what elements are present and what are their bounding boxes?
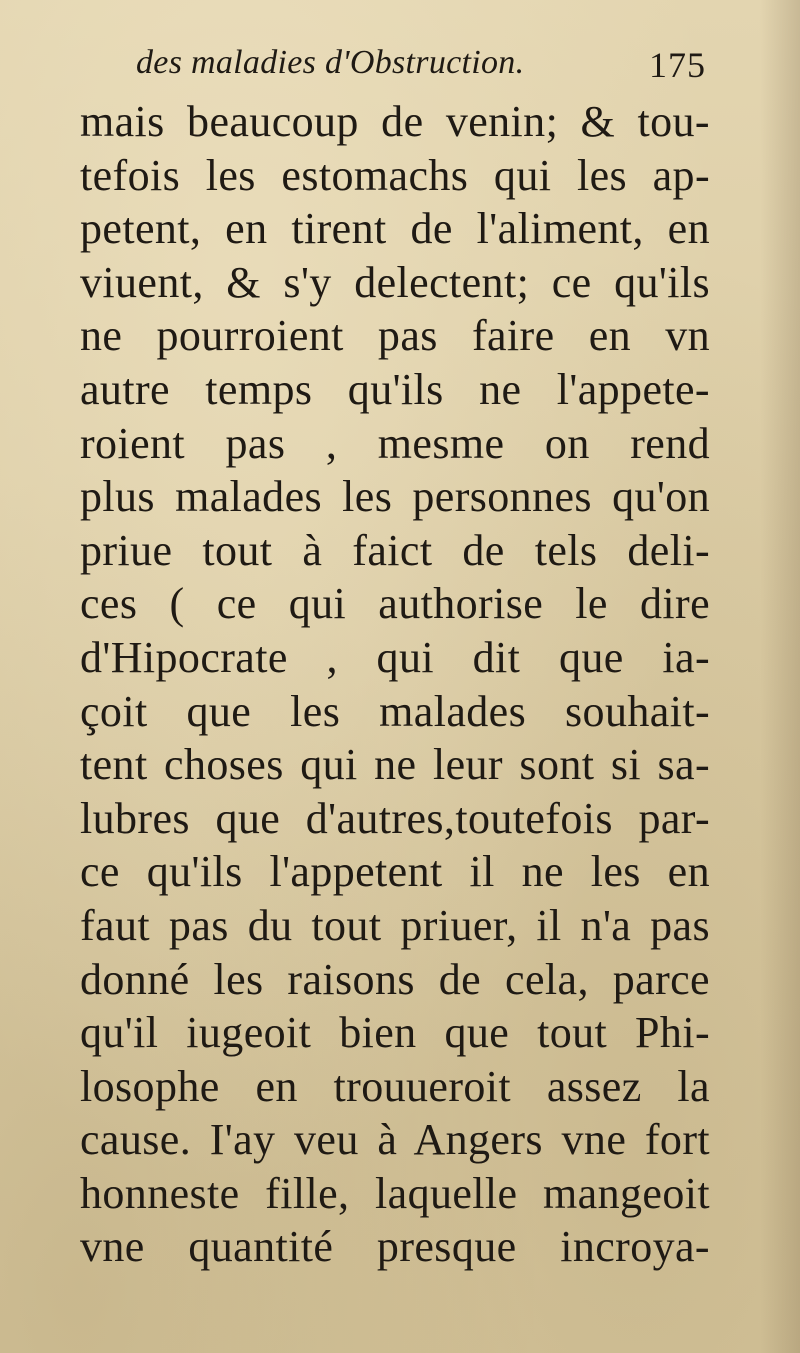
text-line: faut pas du tout priuer, il n'a pas	[80, 900, 710, 950]
text-line: tent choses qui ne leur sont si sa-	[80, 740, 710, 790]
text-line: ne pourroient pas faire en vn	[80, 311, 710, 361]
text-line: autre temps qu'ils ne l'appete-	[80, 364, 710, 414]
running-head	[136, 40, 706, 96]
running-title: des maladies d'Obstruction.	[136, 44, 525, 81]
text-line: viuent, & s'y delectent; ce qu'ils	[80, 257, 710, 307]
text-line: losophe en trouueroit assez la	[80, 1061, 710, 1111]
text-line: tefois les estomachs qui les ap-	[80, 150, 710, 200]
text-line: mais beaucoup de venin; & tou-	[80, 97, 710, 146]
text-line: lubres que d'autres,toutefois par-	[80, 793, 710, 843]
text-line: honneste fille, laquelle mangeoit	[80, 1168, 710, 1218]
text-line: ces ( ce qui authorise le dire	[80, 579, 710, 629]
text-line: roient pas , mesme on rend	[80, 418, 710, 468]
page-edge-shadow	[760, 0, 800, 1353]
text-line: vne quantité presque incroya-	[80, 1222, 710, 1272]
text-line: qu'il iugeoit bien que tout Phi-	[80, 1008, 710, 1058]
text-line: d'Hipocrate , qui dit que ia-	[80, 632, 710, 682]
text-line: priue tout à faict de tels deli-	[80, 525, 710, 575]
text-line: plus malades les personnes qu'on	[80, 472, 710, 522]
text-line: donné les raisons de cela, parce	[80, 954, 710, 1004]
text-line: çoit que les malades souhait-	[80, 686, 710, 736]
text-line: cause. I'ay veu à Angers vne fort	[80, 1115, 710, 1165]
text-line: petent, en tirent de l'aliment, en	[80, 204, 710, 254]
text-line: ce qu'ils l'appetent il ne les en	[80, 847, 710, 897]
body-text	[80, 95, 710, 1274]
page-number: 175	[649, 45, 706, 85]
